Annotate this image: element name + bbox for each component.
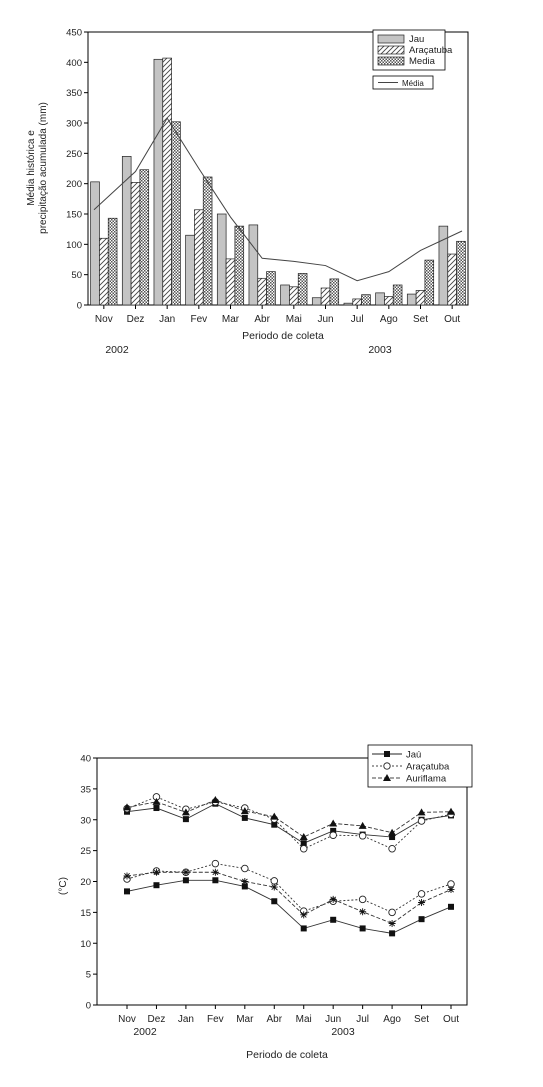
chart1-x-tick-label: Mai	[285, 314, 302, 325]
chart2-x-tick-label: Jun	[325, 1014, 342, 1025]
chart2-x-tick-label: Set	[414, 1014, 430, 1025]
precipitation-chart	[26, 28, 468, 357]
bar-media-set	[425, 260, 434, 305]
point-aracatuba-max-set	[418, 818, 425, 825]
bar-aracatuba-nov	[99, 238, 108, 305]
point-auriflama-min-jul	[359, 908, 366, 915]
point-aracatuba-max-jul	[359, 833, 366, 840]
bar-aracatuba-abr	[258, 278, 267, 305]
chart1-x-tick-label: Mar	[221, 314, 240, 325]
temperature-chart	[58, 745, 472, 1061]
point-aracatuba-min-mar	[242, 865, 249, 872]
bar-jau-dez	[122, 156, 131, 305]
point-aracatuba-min-set	[418, 891, 425, 898]
bar-jau-mar	[217, 214, 226, 305]
bar-media-mai	[298, 273, 307, 305]
chart2-x-tick-label: Out	[442, 1014, 460, 1025]
legend-swatch-media	[378, 57, 404, 65]
chart1-y-axis	[66, 28, 88, 312]
bar-aracatuba-jan	[163, 58, 172, 305]
legend-marker-jau	[384, 751, 390, 757]
point-auriflama-min-ago	[389, 920, 396, 927]
chart2-x-axis	[118, 1005, 459, 1025]
point-auriflama-min-jun	[330, 896, 337, 903]
chart2-x-tick-label: Dez	[147, 1014, 166, 1025]
bar-aracatuba-jul	[353, 299, 362, 305]
chart2-y-tick-label: 30	[80, 815, 91, 827]
chart1-y-tick-label: 200	[66, 179, 82, 191]
average-precipitation-line	[94, 118, 462, 281]
chart1-x-axis	[95, 305, 461, 325]
chart1-bars	[91, 58, 466, 305]
chart2-y-tick-label: 15	[80, 907, 91, 919]
legend-label-jau: Jau	[409, 34, 425, 45]
point-auriflama-min-jan	[182, 869, 189, 876]
legend-label-aracatuba: Araçatuba	[409, 45, 453, 56]
chart2-x-tick-label: Ago	[383, 1014, 401, 1025]
point-jau-min-dez	[153, 882, 159, 888]
chart2-plot-frame	[97, 758, 467, 1005]
chart2-year-2003: 2003	[331, 1026, 355, 1038]
chart2-x-tick-label: Mar	[236, 1014, 254, 1025]
chart2-y-tick-label: 40	[80, 753, 91, 765]
chart1-x-tick-label: Jul	[350, 314, 364, 325]
line-jau-min	[127, 880, 451, 933]
point-auriflama-max-mai	[300, 833, 308, 840]
point-aracatuba-max-jun	[330, 832, 337, 839]
chart2-y-tick-label: 5	[85, 969, 91, 981]
chart2-y-tick-label: 35	[80, 784, 91, 796]
point-jau-min-mai	[301, 925, 307, 931]
bar-jau-abr	[249, 225, 258, 305]
bar-media-jan	[172, 122, 181, 305]
point-jau-min-jan	[183, 877, 189, 883]
chart1-average-line	[94, 118, 462, 281]
chart1-year-2003: 2003	[368, 344, 392, 356]
chart1-x-tick-label: Jan	[159, 314, 176, 325]
point-auriflama-min-out	[448, 886, 455, 893]
bar-jau-jul	[344, 303, 353, 305]
chart1-y-tick-label: 350	[66, 88, 82, 100]
legend-swatch-jau	[378, 35, 404, 43]
chart1-y-label-line2: precipitação acumulada (mm)	[38, 102, 49, 234]
chart2-x-label: Periodo de coleta	[246, 1049, 328, 1061]
bar-media-abr	[267, 272, 276, 305]
line-jau-max	[127, 804, 451, 844]
point-jau-min-out	[448, 904, 454, 910]
chart1-y-tick-label: 50	[71, 270, 82, 282]
chart1-legend	[373, 30, 453, 89]
chart2-x-tick-label: Jan	[177, 1014, 194, 1025]
chart2-y-label: (°C)	[58, 877, 69, 895]
legend-marker-aracatuba	[384, 763, 390, 769]
point-jau-min-jul	[360, 925, 366, 931]
legend-label-media: Media	[409, 56, 435, 67]
chart2-y-axis	[80, 754, 97, 1012]
chart2-x-tick-label: Fev	[207, 1014, 224, 1025]
point-jau-min-ago	[389, 930, 395, 936]
bar-media-dez	[140, 170, 149, 305]
line-aracatuba-min	[127, 864, 451, 913]
line-auriflama-min	[127, 872, 451, 923]
bar-aracatuba-ago	[384, 297, 393, 305]
point-aracatuba-min-jul	[359, 896, 366, 903]
bar-media-jun	[330, 279, 339, 305]
point-aracatuba-min-ago	[389, 909, 396, 916]
bar-media-fev	[203, 177, 212, 305]
bar-jau-jun	[312, 298, 321, 305]
bar-media-nov	[108, 218, 117, 305]
bar-media-mar	[235, 226, 244, 305]
point-auriflama-min-abr	[271, 884, 278, 891]
point-auriflama-min-set	[418, 899, 425, 906]
point-auriflama-min-dez	[153, 869, 160, 876]
chart2-series	[123, 794, 455, 937]
chart1-x-label: Periodo de coleta	[242, 330, 324, 342]
point-jau-max-jan	[183, 816, 189, 822]
chart2-x-tick-label: Mai	[295, 1014, 312, 1025]
bar-jau-ago	[376, 293, 385, 305]
chart2-y-tick-label: 20	[80, 877, 91, 888]
bar-aracatuba-dez	[131, 182, 140, 305]
legend2-label-aracatuba: Araçatuba	[406, 761, 450, 773]
bar-aracatuba-jun	[321, 288, 330, 305]
chart1-x-tick-label: Ago	[379, 314, 398, 325]
bar-media-out	[457, 241, 466, 305]
point-jau-min-set	[419, 916, 425, 922]
line-aracatuba-max	[127, 797, 451, 849]
chart2-x-tick-label: Nov	[118, 1014, 136, 1025]
chart2-y-tick-label: 0	[85, 1000, 91, 1012]
bar-jau-fev	[186, 235, 195, 305]
point-aracatuba-max-mai	[300, 845, 307, 852]
point-auriflama-min-nov	[124, 872, 131, 879]
legend2-label-auriflama: Auriflama	[406, 773, 447, 785]
bar-aracatuba-set	[416, 290, 425, 305]
chart1-x-tick-label: Out	[444, 314, 461, 325]
point-jau-min-nov	[124, 888, 130, 894]
bar-jau-nov	[91, 182, 100, 305]
legend-swatch-aracatuba	[378, 46, 404, 54]
chart2-y-tick-label: 25	[80, 846, 91, 858]
chart1-y-label-line1: Média histórica e	[26, 130, 37, 206]
point-jau-min-fev	[212, 877, 218, 883]
point-jau-max-mar	[242, 815, 248, 821]
point-aracatuba-max-ago	[389, 845, 396, 852]
point-auriflama-min-mai	[300, 911, 307, 918]
chart1-y-tick-label: 150	[66, 209, 82, 221]
point-jau-max-dez	[153, 805, 159, 811]
legend-label-media-line: Média	[402, 79, 424, 88]
chart1-x-tick-label: Fev	[190, 314, 208, 325]
bar-aracatuba-out	[448, 254, 457, 305]
chart2-y-tick-label: 10	[80, 938, 91, 950]
chart1-x-tick-label: Set	[412, 314, 429, 325]
chart1-y-tick-label: 400	[66, 57, 82, 69]
bar-jau-jan	[154, 59, 163, 305]
point-aracatuba-min-fev	[212, 860, 219, 867]
chart1-y-tick-label: 100	[66, 239, 82, 251]
chart2-x-tick-label: Abr	[266, 1014, 283, 1025]
legend2-label-jau: Jaú	[406, 749, 422, 761]
chart2-x-tick-label: Jul	[356, 1014, 370, 1025]
chart1-x-tick-label: Abr	[254, 314, 270, 325]
chart1-x-tick-label: Nov	[94, 314, 113, 325]
chart1-x-tick-label: Dez	[126, 314, 145, 325]
bar-aracatuba-fev	[194, 210, 203, 305]
point-aracatuba-min-abr	[271, 878, 278, 885]
chart1-year-2002: 2002	[105, 344, 129, 356]
chart2-legend	[368, 745, 472, 787]
bar-media-ago	[393, 285, 402, 305]
point-jau-min-abr	[271, 898, 277, 904]
point-auriflama-max-jun	[329, 819, 337, 826]
point-auriflama-max-out	[447, 808, 455, 815]
point-jau-min-jun	[330, 917, 336, 923]
bar-jau-set	[407, 294, 416, 305]
chart1-x-tick-label: Jun	[317, 314, 334, 325]
point-auriflama-min-mar	[241, 878, 248, 885]
bar-aracatuba-mai	[289, 287, 298, 305]
bar-media-jul	[362, 295, 371, 305]
chart1-y-tick-label: 450	[66, 27, 82, 39]
chart1-y-tick-label: 0	[76, 300, 82, 312]
bar-aracatuba-mar	[226, 259, 235, 305]
bar-jau-mai	[281, 285, 290, 305]
point-auriflama-min-fev	[212, 869, 219, 876]
chart1-y-tick-label: 250	[66, 148, 82, 160]
chart2-year-2002: 2002	[133, 1026, 157, 1038]
chart1-y-tick-label: 300	[66, 118, 82, 130]
